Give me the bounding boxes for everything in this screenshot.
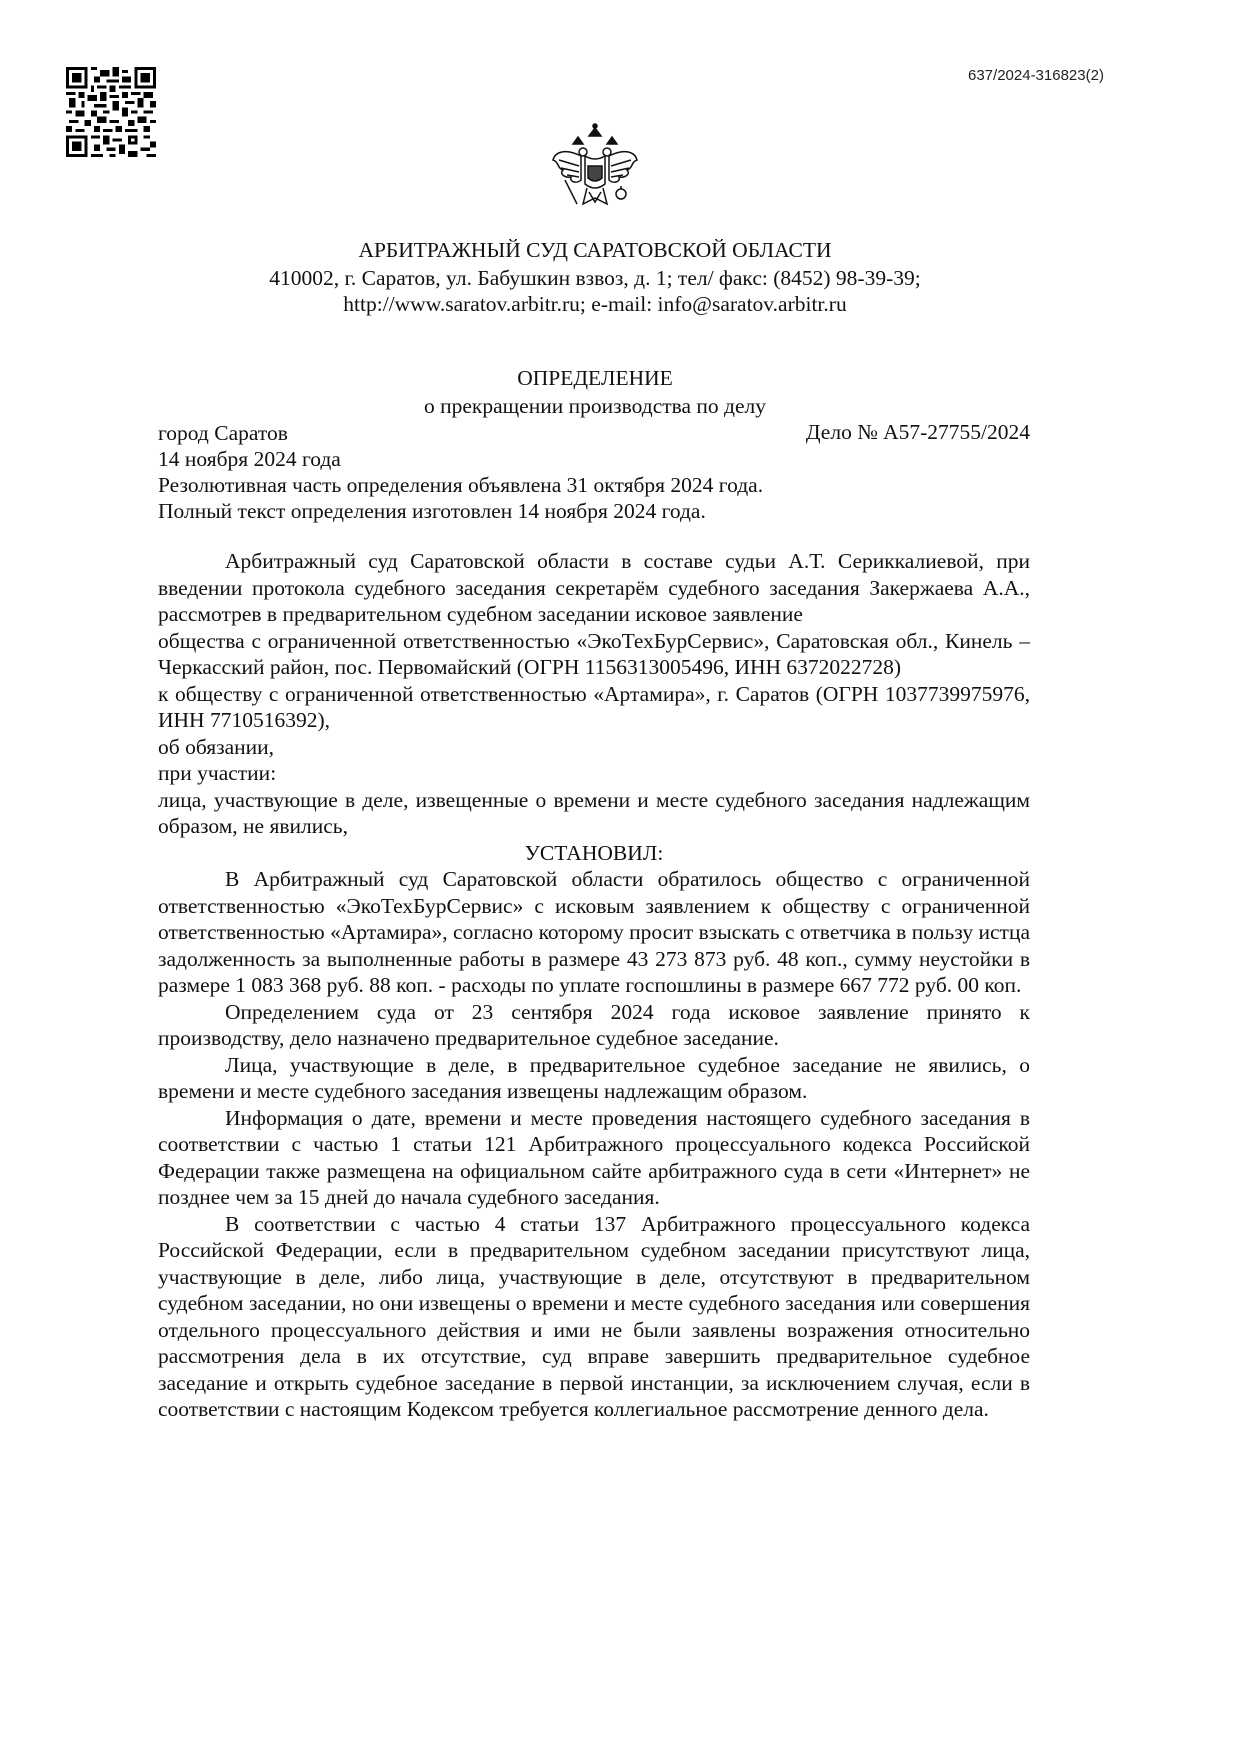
case-number: Дело № А57-27755/2024 [805,420,1030,444]
document-title: ОПРЕДЕЛЕНИЕ [517,366,673,390]
defendant-paragraph: к обществу с ограниченной ответственностью «Артамира», г. Саратов (ОГРН 1037739975976, ИНН 7710516392), [158,681,1030,732]
qr-code-icon [66,67,156,157]
body-paragraph: В Арбитражный суд Саратовской области обратилось общество с ограниченной ответственностью «ЭкоТехБурСервис» с исковым заявлением к обществу с ограниченной ответственностью «Артамира», согласно которому просит взыскать с ответчика в пользу истца задолженность за выполненные работы в размере 43 273 873 руб. 48 коп., сумму неустойки в размере 1 083 368 руб. 88 коп. - расходы по уплате госпошлины в размере 667 772 руб. 00 коп. [158,867,1030,997]
participation-line: при участии: [158,761,277,785]
body-paragraph: Информация о дате, времени и месте проведения настоящего судебного заседания в соответствии с частью 1 статьи 121 Арбитражного процессуального кодекса Российской Федерации также размещена на официальном сайте арбитражного суда в сети «Интернет» не позднее чем за 15 дней до начала судебного заседания. [158,1105,1030,1209]
coat-of-arms-icon [545,122,645,212]
subject-line: об обязании, [158,734,275,759]
intro-paragraph: Арбитражный суд Саратовской области в составе судьи А.Т. Сериккалиевой, при введении протокола судебного заседания секретарём судебного заседания Закержаева А.А., рассмотрев в предварительном судебном заседании исковое заявление [158,549,1030,626]
body-paragraph: В соответствии с частью 4 статьи 137 Арбитражного процессуального кодекса Российской Федерации, если в предварительном судебном заседании присутствуют лица, участвующие в деле, либо лица, участвующие в деле, отсутствуют в предварительном судебном заседании, но они извещены о времени и месте судебного заседания или совершения отдельного процессуального действия и ими не были заявлены возражения относительно рассмотрения дела в их отсутствие, суд вправе завершить предварительное судебное заседание и открыть судебное заседание в первой инстанции, за исключением случая, если в соответствии с настоящим Кодексом требуется коллегиальное рассмотрение денного дела. [158,1211,1030,1421]
city: город Саратов [158,421,288,445]
document-number: 637/2024-316823(2) [968,67,1104,84]
court-address: 410002, г. Саратов, ул. Бабушкин взвоз, д. 1; тел/ факс: (8452) 98-39-39; [269,266,921,290]
body-paragraph: Лица, участвующие в деле, в предварительное судебное заседание не явились, о времени и месте судебного заседания извещены надлежащим образом. [158,1052,1030,1103]
court-name: АРБИТРАЖНЫЙ СУД САРАТОВСКОЙ ОБЛАСТИ [358,238,832,262]
full-text-date: Полный текст определения изготовлен 14 ноября 2024 года. [158,499,706,523]
participants-paragraph: лица, участвующие в деле, извещенные о времени и месте судебного заседания надлежащим образом, не явились, [158,787,1030,838]
document-body [158,548,1030,1423]
plaintiff-paragraph: общества с ограниченной ответственностью «ЭкоТехБурСервис», Саратовская обл., Кинель – Черкасский район, пос. Первомайский (ОГРН 1156313005496, ИНН 6372022728) [158,628,1030,679]
body-paragraph: Определением суда от 23 сентября 2024 года исковое заявление принято к производству, дело назначено предварительное судебное заседание. [158,999,1030,1050]
established-heading: УСТАНОВИЛ: [524,840,664,865]
resolution-announced: Резолютивная часть определения объявлена 31 октября 2024 года. [158,473,764,497]
document-date: 14 ноября 2024 года [158,447,341,471]
document-subtitle: о прекращении производства по делу [423,394,767,418]
court-contacts: http://www.saratov.arbitr.ru; e-mail: info@saratov.arbitr.ru [343,292,847,316]
